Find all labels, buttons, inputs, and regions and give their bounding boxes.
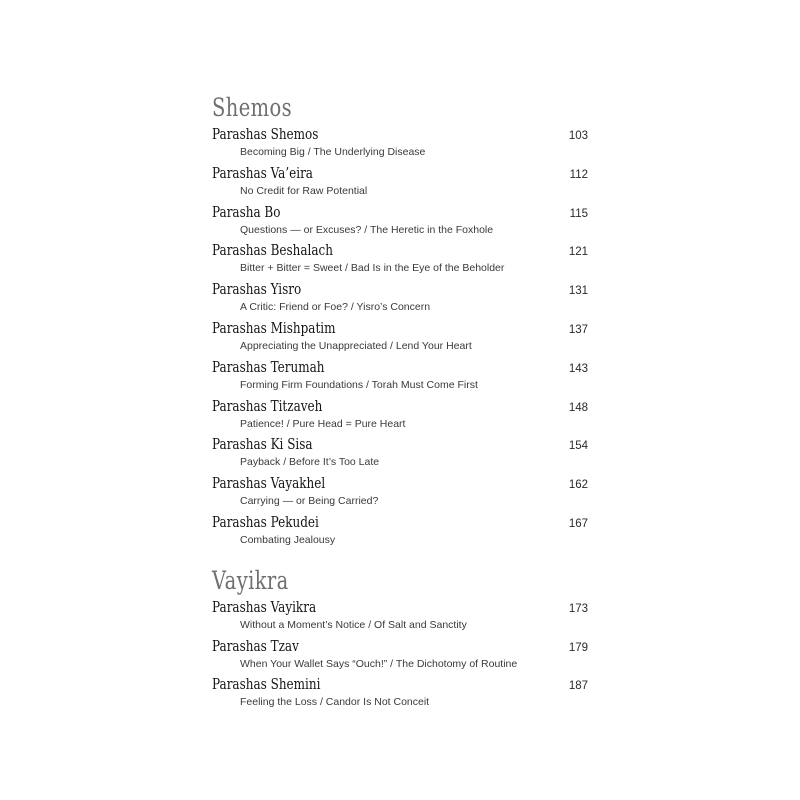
toc-entry — [212, 434, 588, 473]
essay-titles: Carrying — or Being Carried? — [240, 495, 379, 508]
toc-entry — [212, 473, 588, 512]
essay-titles: Appreciating the Unappreciated / Lend Your Heart — [240, 339, 472, 352]
essay-titles: A Critic: Friend or Foe? / Yisro’s Concern — [240, 301, 431, 314]
toc-entry — [212, 674, 588, 713]
parasha-name: Parashas Va’eira — [212, 163, 313, 182]
parasha-name: Parashas Shemini — [212, 675, 321, 694]
page-number: 137 — [568, 323, 588, 336]
essay-titles: Payback / Before It’s Too Late — [240, 456, 380, 469]
parasha-name: Parashas Mishpatim — [212, 318, 336, 337]
entry-heading-row — [212, 240, 588, 260]
section-spacer — [212, 551, 588, 565]
entry-heading-row — [212, 202, 588, 222]
page-number: 154 — [568, 440, 588, 453]
toc-entry — [212, 124, 588, 163]
section-title: Shemos — [212, 93, 293, 122]
parasha-name: Parashas Vayikra — [212, 597, 317, 616]
page-number: 131 — [568, 285, 588, 298]
parasha-name: Parashas Titzaveh — [212, 396, 323, 415]
page-number: 179 — [568, 641, 588, 654]
parasha-name: Parashas Beshalach — [212, 241, 333, 260]
essay-titles: Combating Jealousy — [240, 533, 336, 546]
essay-titles: Becoming Big / The Underlying Disease — [240, 146, 426, 158]
essay-titles: Forming Firm Foundations / Torah Must Come First — [240, 378, 478, 391]
parasha-name: Parashas Pekudei — [212, 512, 319, 531]
entry-heading-row — [212, 163, 588, 183]
toc-entry — [212, 202, 588, 241]
parasha-name: Parashas Tzav — [212, 636, 299, 655]
page-number: 121 — [568, 246, 588, 259]
page-number: 187 — [568, 680, 588, 693]
essay-titles: Bitter + Bitter = Sweet / Bad Is in the Eye of the Beholder — [240, 262, 505, 275]
entry-heading-row — [212, 597, 588, 617]
entry-heading-row — [212, 434, 588, 454]
toc-entry — [212, 240, 588, 279]
toc-entry — [212, 636, 588, 675]
parasha-name: Parasha Bo — [212, 202, 281, 221]
essay-titles: Feeling the Loss / Candor Is Not Conceit — [240, 696, 430, 709]
page-number: 148 — [568, 401, 588, 414]
parasha-name: Parashas Ki Sisa — [212, 435, 313, 454]
toc-entry — [212, 318, 588, 357]
section-title: Vayikra — [212, 565, 289, 595]
toc-content — [212, 92, 588, 713]
entry-heading-row — [212, 674, 588, 694]
entry-heading-row — [212, 279, 588, 299]
parasha-name: Parashas Terumah — [212, 357, 325, 376]
entry-heading-row — [212, 318, 588, 338]
essay-titles: Patience! / Pure Head = Pure Heart — [240, 417, 406, 430]
toc-entry — [212, 512, 588, 551]
page-number: 173 — [568, 602, 588, 615]
page-number: 162 — [568, 479, 588, 492]
page-number: 115 — [569, 207, 588, 220]
toc-entry — [212, 163, 588, 202]
essay-titles: Questions — or Excuses? / The Heretic in the Foxhole — [240, 223, 494, 236]
section-shemos — [212, 92, 588, 551]
entry-heading-row — [212, 396, 588, 416]
entry-heading-row — [212, 636, 588, 656]
parasha-name: Parashas Vayakhel — [212, 474, 326, 493]
toc-entry — [212, 357, 588, 396]
section-vayikra — [212, 565, 588, 713]
essay-titles: Without a Moment’s Notice / Of Salt and Sanctity — [240, 618, 467, 631]
entry-heading-row — [212, 512, 588, 532]
toc-entry — [212, 396, 588, 435]
toc-entry — [212, 597, 588, 636]
page-number: 103 — [568, 130, 588, 142]
entry-heading-row — [212, 357, 588, 377]
parasha-name: Parashas Yisro — [212, 280, 302, 299]
entry-heading-row — [212, 473, 588, 493]
entry-heading-row — [212, 124, 588, 144]
parasha-name: Parashas Shemos — [212, 125, 319, 143]
page-number: 112 — [569, 168, 588, 181]
page-number: 167 — [568, 517, 588, 530]
essay-titles: When Your Wallet Says “Ouch!” / The Dichotomy of Routine — [240, 657, 518, 670]
toc-entry — [212, 279, 588, 318]
essay-titles: No Credit for Raw Potential — [240, 184, 368, 197]
page-number: 143 — [568, 362, 588, 375]
